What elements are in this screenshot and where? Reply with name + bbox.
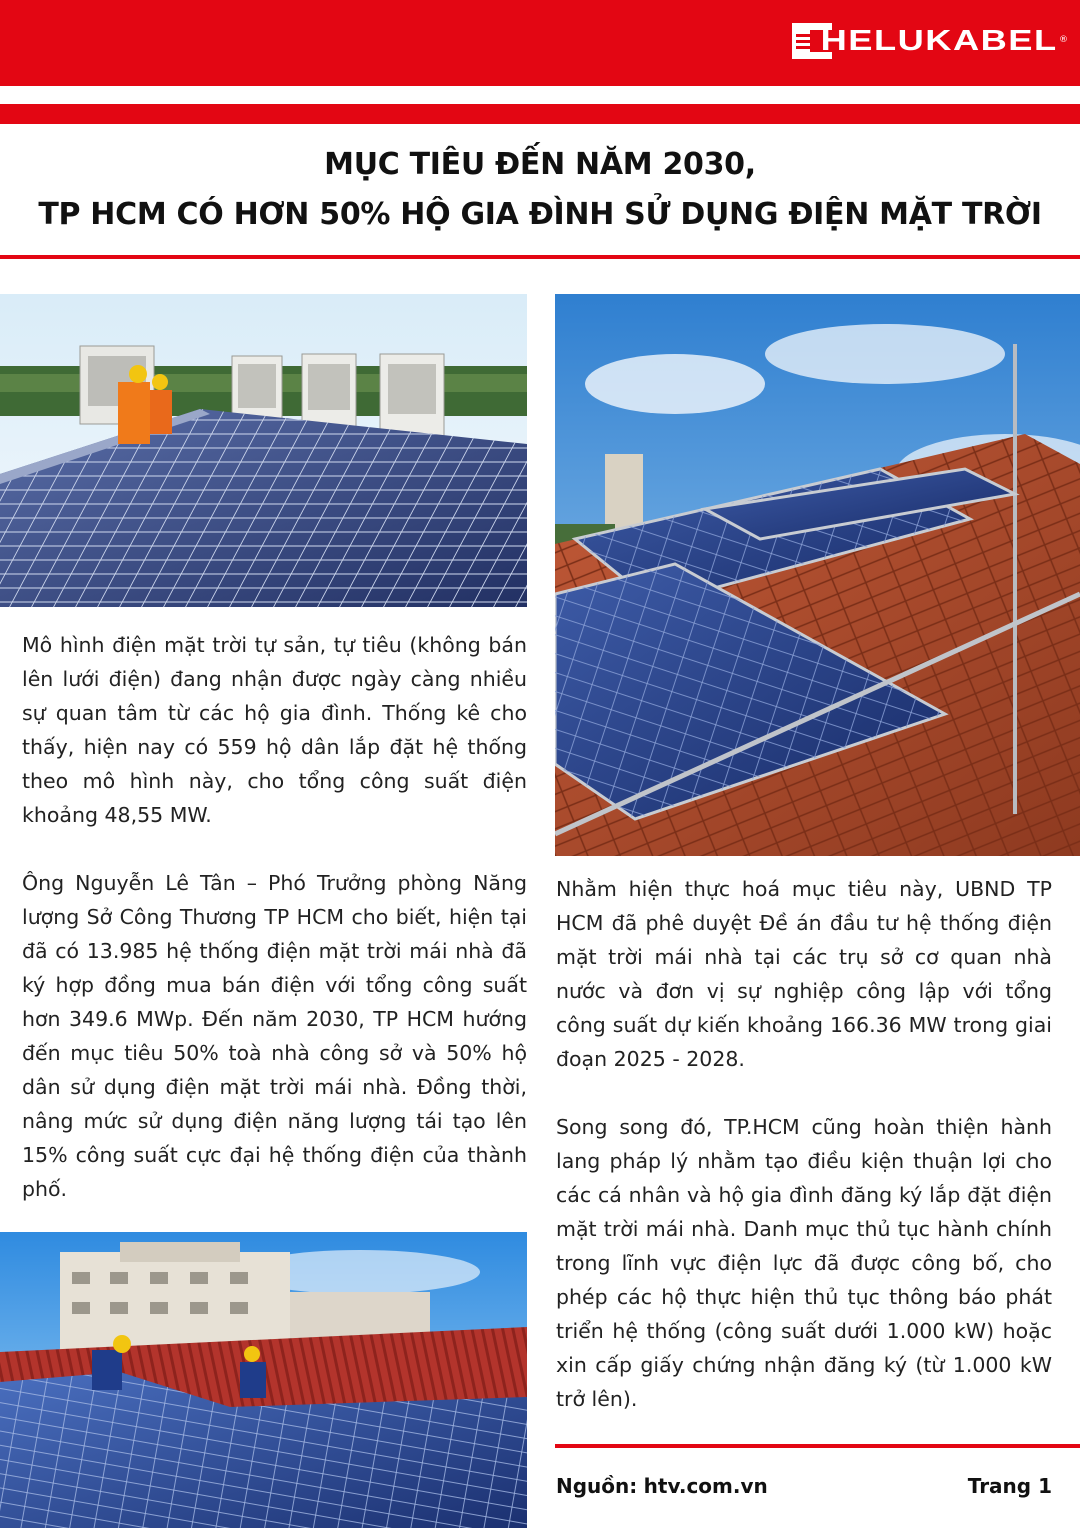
left-paragraph-1: Mô hình điện mặt trời tự sản, tự tiêu (không bán lên lưới điện) đang nhận được ngày càng nhiều sự quan tâm từ các hộ gia đình. Thống kê cho thấy, hiện nay có 559 hộ dân lắp đặt hệ thống theo mô hình này, cho tổng công suất điện khoảng 48,55 MW.: [22, 633, 527, 827]
footer-source: [556, 1474, 768, 1498]
brand-name: HELUKABEL: [820, 24, 1058, 57]
terracotta-roof-solar-photo: [555, 294, 1080, 856]
title-divider: [0, 255, 1080, 259]
right-paragraph-1: Nhằm hiện thực hoá mục tiêu này, UBND TP HCM đã phê duyệt Đề án đầu tư hệ thống điện mặt trời mái nhà tại các trụ sở cơ quan nhà nước và đơn vị sự nghiệp công lập với tổng công suất dự kiến khoảng 166.36 MW trong giai đoạn 2025 - 2028.: [556, 877, 1052, 1071]
rooftop-technicians-photo: [0, 294, 527, 607]
source-label: Nguồn:: [556, 1474, 638, 1498]
footer-divider: [555, 1444, 1080, 1448]
right-paragraph-2: Song song đó, TP.HCM cũng hoàn thiện hành lang pháp lý nhằm tạo điều kiện thuận lợi cho các cá nhân và hộ gia đình đăng ký lắp đặt điện mặt trời mái nhà. Danh mục thủ tục hành chính trong lĩnh vực điện lực đã được công bố, cho phép các hộ thực hiện thủ tục thông báo phát triển hệ thống (công suất dưới 1.000 kW) hoặc xin cấp giấy chứng nhận đăng ký (từ 1.000 kW trở lên).: [556, 1115, 1052, 1411]
brand-logo[interactable]: [792, 18, 1068, 64]
registered-mark: ®: [1059, 34, 1068, 45]
left-paragraph-2: Ông Nguyễn Lê Tân – Phó Trưởng phòng Năng lượng Sở Công Thương TP HCM cho biết, hiện tại đã có 13.985 hệ thống điện mặt trời mái nhà đã ký hợp đồng mua bán điện với tổng công suất hơn 349.6 MWp. Đến năm 2030, TP HCM hướng đến mục tiêu 50% toà nhà công sở và 50% hộ dân sử dụng điện mặt trời mái nhà. Đồng thời, nâng mức sử dụng điện năng lượng tái tạo lên 15% công suất cực đại hệ thống điện của thành phố.: [22, 871, 527, 1201]
metal-roof-workers-photo: [0, 1232, 527, 1528]
title-line-1: MỤC TIÊU ĐẾN NĂM 2030,: [324, 147, 756, 182]
header-accent-line: [0, 104, 1080, 124]
title-line-2: TP HCM CÓ HƠN 50% HỘ GIA ĐÌNH SỬ DỤNG ĐIỆN MẶT TRỜI: [38, 197, 1042, 232]
page-number: Trang 1: [967, 1474, 1052, 1498]
header-bar: [0, 0, 1080, 86]
source-value[interactable]: htv.com.vn: [643, 1474, 768, 1498]
page-title: [0, 140, 1080, 240]
